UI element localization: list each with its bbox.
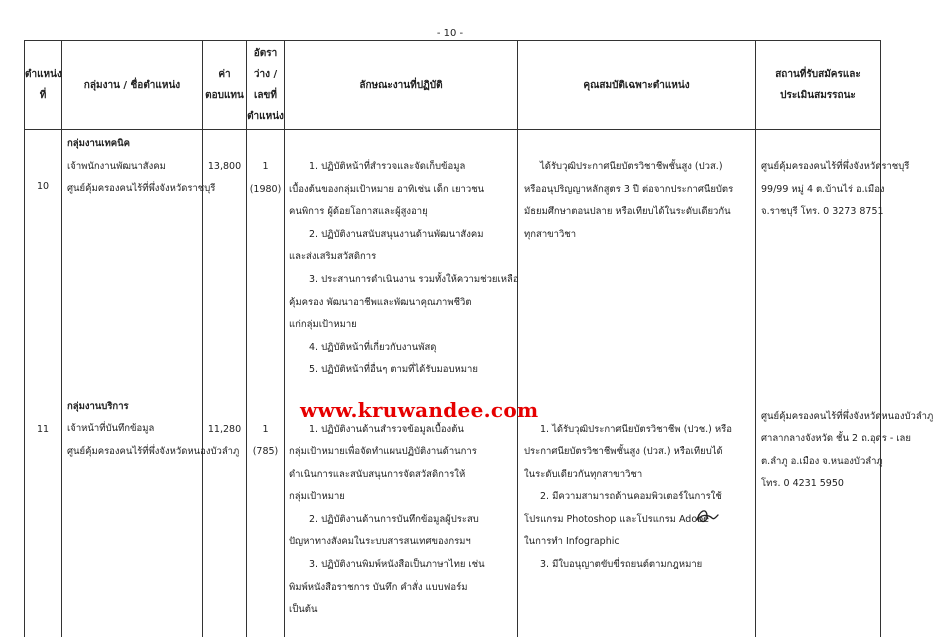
position-cell: กลุ่มงานบริการ เจ้าหน้าที่บันทึกข้อมูล ศูนย์คุ้มครองคนไร้ที่พึ่งจังหวัดหนองบัวลำภู bbox=[62, 394, 203, 637]
row-number: 10 bbox=[25, 130, 62, 394]
row-number: 11 bbox=[25, 394, 62, 637]
header-no: ตำแหน่ง ที่ bbox=[25, 41, 62, 130]
qualifications-cell: ได้รับวุฒิประกาศนียบัตรวิชาชีพชั้นสูง (ปวส.) หรืออนุปริญญาหลักสูตร 3 ปี ต่อจากประกาศนียบัตร มัธยมศึกษาตอนปลาย หรือเทียบได้ในระดับเดียวกัน ทุกสาขาวิชา bbox=[518, 130, 756, 394]
header-row bbox=[25, 41, 881, 130]
group-label: กลุ่มงานเทคนิค bbox=[67, 138, 131, 149]
duties-cell: 1. ปฏิบัติหน้าที่สำรวจและจัดเก็บข้อมูล เบื้องต้นของกลุ่มเป้าหมาย อาทิเช่น เด็ก เยาวชน คนพิการ ผู้ด้อยโอกาสและผู้สูงอายุ 2. ปฏิบัติงานสนับสนุนงานด้านพัฒนาสังคม และส่งเสริมสวัสดิการ 3. ประสานการดำเนินงาน รวมทั้งให้ความช่วยเหลือ คุ้มครอง พัฒนาอาชีพและพัฒนาคุณภาพชีวิต แก่กลุ่มเป้าหมาย 4. ปฏิบัติหน้าที่เกี่ยวกับงานพัสดุ 5. ปฏิบัติหน้าที่อื่นๆ ตามที่ได้รับมอบหมาย bbox=[285, 130, 518, 394]
rate-cell: 1 (785) bbox=[247, 394, 285, 637]
place-cell: ศูนย์คุ้มครองคนไร้ที่พึ่งจังหวัดราชบุรี 99/99 หมู่ 4 ต.บ้านไร่ อ.เมือง จ.ราชบุรี โทร. 0 3273 8751 bbox=[756, 130, 881, 394]
header-group: กลุ่มงาน / ชื่อตำแหน่ง bbox=[62, 41, 203, 130]
table-row bbox=[25, 394, 881, 637]
position-cell: กลุ่มงานเทคนิค เจ้าพนักงานพัฒนาสังคม ศูนย์คุ้มครองคนไร้ที่พึ่งจังหวัดราชบุรี bbox=[62, 130, 203, 394]
position-table bbox=[24, 40, 933, 637]
table-row bbox=[25, 130, 881, 394]
qualifications-cell: 1. ได้รับวุฒิประกาศนียบัตรวิชาชีพ (ปวช.) หรือ ประกาศนียบัตรวิชาชีพชั้นสูง (ปวส.) หรือเทียบได้ ในระดับเดียวกันทุกสาขาวิชา 2. มีความสามารถด้านคอมพิวเตอร์ในการใช้ โปรแกรม Photoshop และโปรแกรม Adobe ในการทำ Infographic 3. มีใบอนุญาตขับขี่รถยนต์ตามกฎหมาย bbox=[518, 394, 756, 637]
header-place: สถานที่รับสมัครและ ประเมินสมรรถนะ bbox=[756, 41, 881, 130]
pay-cell: 13,800 bbox=[203, 130, 247, 394]
signature-mark bbox=[694, 506, 720, 528]
group-label: กลุ่มงานบริการ bbox=[67, 400, 129, 412]
page-number: - 10 - bbox=[436, 28, 464, 39]
watermark-text: www.kruwandee.com bbox=[300, 398, 539, 422]
place-cell: ศูนย์คุ้มครองคนไร้ที่พึ่งจังหวัดหนองบัวลำภู ศาลากลางจังหวัด ชั้น 2 ถ.อุดร - เลย ต.ลำภู อ.เมือง จ.หนองบัวลำภู โทร. 0 4231 5950 bbox=[756, 394, 881, 637]
pay-cell: 11,280 bbox=[203, 394, 247, 637]
duties-cell: 1. ปฏิบัติงานด้านสำรวจข้อมูลเบื้องต้น กลุ่มเป้าหมายเพื่อจัดทำแผนปฏิบัติงานด้านการ ดำเนินการและสนับสนุนการจัดสวัสดิการให้ กลุ่มเป้าหมาย 2. ปฏิบัติงานด้านการบันทึกข้อมูลผู้ประสบ ปัญหาทางสังคมในระบบสารสนเทศของกรมฯ 3. ปฏิบัติงานพิมพ์หนังสือเป็นภาษาไทย เช่น พิมพ์หนังสือราชการ บันทึก คำสั่ง แบบฟอร์ม เป็นต้น bbox=[285, 394, 518, 637]
header-qualifications: คุณสมบัติเฉพาะตำแหน่ง bbox=[518, 41, 756, 130]
header-pay: ค่า ตอบแทน bbox=[203, 41, 247, 130]
header-rate: อัตรา ว่าง / เลขที่ ตำแหน่ง bbox=[247, 41, 285, 130]
header-duties: ลักษณะงานที่ปฏิบัติ bbox=[285, 41, 518, 130]
rate-cell: 1 (1980) bbox=[247, 130, 285, 394]
